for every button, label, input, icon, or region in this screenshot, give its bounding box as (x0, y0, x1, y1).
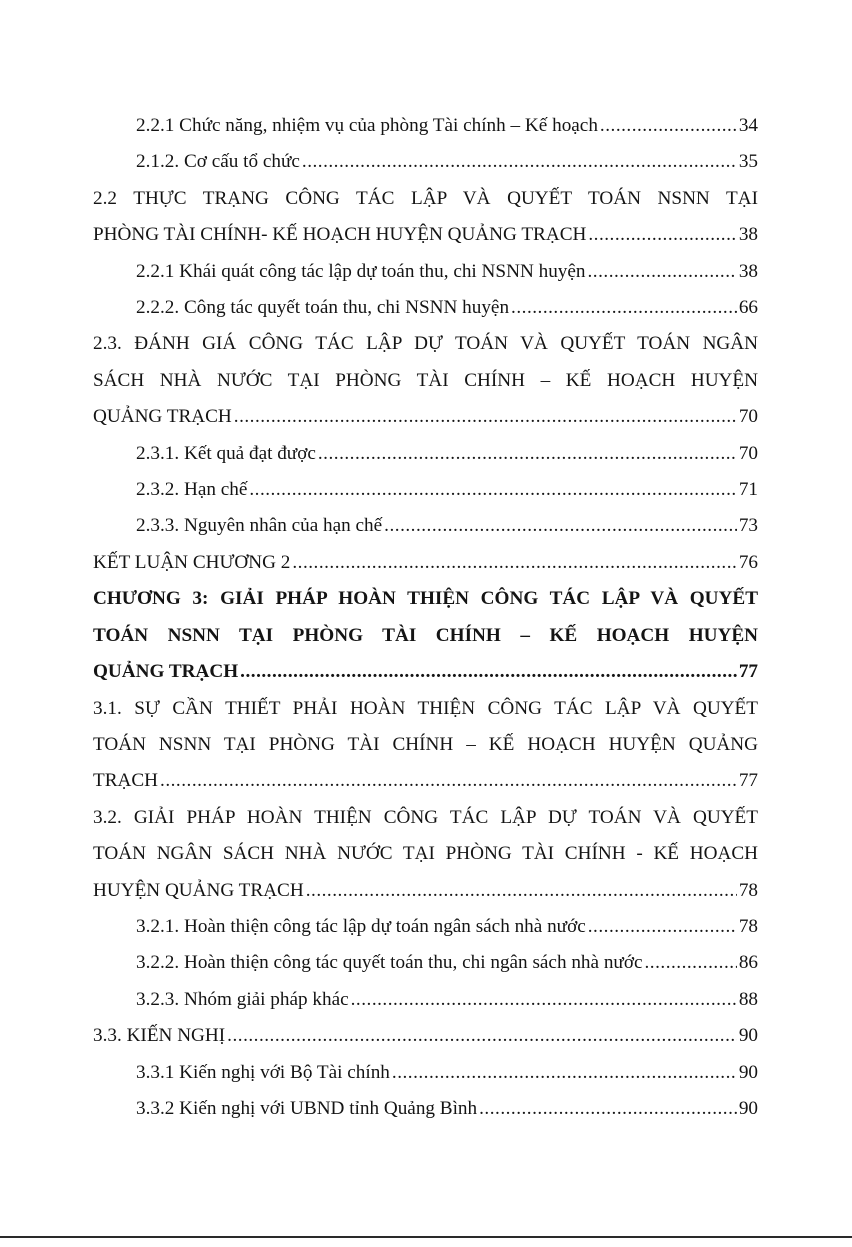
toc-page-number: 38 (738, 224, 758, 246)
toc-entry-title: PHÒNG TÀI CHÍNH- KẾ HOẠCH HUYỆN QUẢNG TRẠCH (93, 224, 587, 246)
dot-leader (511, 290, 737, 326)
dot-leader (306, 873, 737, 909)
toc-page-number: 78 (738, 879, 758, 901)
toc-entry[interactable] (93, 1091, 758, 1127)
toc-page-number: 70 (738, 406, 758, 428)
toc-page-number: 38 (738, 260, 758, 282)
dot-leader (292, 545, 736, 581)
toc-entry-title: 3.2.1. Hoàn thiện công tác lập dự toán ngân sách nhà nước (136, 915, 586, 937)
toc-entry[interactable] (93, 254, 758, 290)
toc-entry[interactable] (93, 290, 758, 326)
dot-leader (588, 217, 736, 253)
toc-entry-leader-line (93, 654, 758, 690)
toc-page-number: 90 (738, 1097, 758, 1119)
toc-entry[interactable] (93, 108, 758, 144)
toc-page-number: 88 (738, 988, 758, 1010)
dot-leader (240, 654, 737, 690)
toc-page-number: 66 (738, 297, 758, 319)
toc-entry-leader-line (136, 472, 758, 508)
toc-entry-title: 2.3.3. Nguyên nhân của hạn chế (136, 515, 383, 537)
dot-leader (600, 108, 737, 144)
toc-entry-leader-line (136, 1091, 758, 1127)
toc-entry-title: 2.2.1 Chức năng, nhiệm vụ của phòng Tài chính – Kế hoạch (136, 115, 598, 136)
toc-entry-title: 3.2.2. Hoàn thiện công tác quyết toán thu, chi ngân sách nhà nước (136, 952, 643, 974)
dot-leader (384, 508, 737, 544)
toc-entry-title-line: TOÁN NGÂN SÁCH NHÀ NƯỚC TẠI PHÒNG TÀI CHÍNH - KẾ HOẠCH (93, 843, 758, 865)
toc-entry-title-line: SÁCH NHÀ NƯỚC TẠI PHÒNG TÀI CHÍNH – KẾ HOẠCH HUYỆN (93, 369, 758, 391)
toc-entry[interactable] (93, 472, 758, 508)
toc-entry-title: 3.3. KIẾN NGHỊ (93, 1025, 226, 1047)
dot-leader (588, 909, 737, 945)
toc-entry-title-line: 3.1. SỰ CẦN THIẾT PHẢI HOÀN THIỆN CÔNG TÁC LẬP VÀ QUYẾT (93, 697, 758, 719)
toc-page-number: 90 (738, 1025, 758, 1047)
toc-entry-leader-line (136, 1055, 758, 1091)
dot-leader (588, 254, 737, 290)
toc-entry-leader-line (93, 545, 758, 581)
toc-entry-title: QUẢNG TRẠCH (93, 661, 239, 683)
toc-page-number: 77 (738, 661, 758, 683)
toc-entry-title: 2.2.1 Khái quát công tác lập dự toán thu, chi NSNN huyện (136, 260, 586, 282)
dot-leader (479, 1091, 737, 1127)
dot-leader (234, 399, 737, 435)
toc-entry-leader-line (136, 909, 758, 945)
toc-entry-leader-line (136, 254, 758, 290)
toc-entry[interactable] (93, 1018, 758, 1054)
toc-entry-leader-line (136, 982, 758, 1018)
toc-entry-title: TRẠCH (93, 770, 159, 792)
toc-entry-leader-line (136, 508, 758, 544)
table-of-contents (93, 108, 758, 1127)
toc-entry-title: HUYỆN QUẢNG TRẠCH (93, 879, 304, 901)
toc-entry-leader-line (93, 763, 758, 799)
toc-entry-title-line: 3.2. GIẢI PHÁP HOÀN THIỆN CÔNG TÁC LẬP DỰ TOÁN VÀ QUYẾT (93, 806, 758, 828)
dot-leader (645, 945, 737, 981)
toc-entry-title-line: CHƯƠNG 3: GIẢI PHÁP HOÀN THIỆN CÔNG TÁC LẬP VÀ QUYẾT (93, 588, 758, 610)
toc-entry-title: 2.1.2. Cơ cấu tổ chức (136, 151, 300, 173)
dot-leader (302, 144, 737, 180)
toc-entry[interactable] (93, 326, 758, 435)
toc-page-number: 78 (738, 915, 758, 937)
toc-page-number: 86 (738, 952, 758, 974)
toc-entry[interactable] (93, 691, 758, 800)
toc-page-number: 73 (738, 515, 758, 537)
page-bottom-rule (0, 1236, 852, 1238)
toc-entry-title-line: TOÁN NSNN TẠI PHÒNG TÀI CHÍNH – KẾ HOẠCH HUYỆN (93, 624, 758, 646)
toc-entry-title: 3.3.2 Kiến nghị với UBND tỉnh Quảng Bình (136, 1097, 478, 1119)
toc-entry-title-line: 2.2 THỰC TRẠNG CÔNG TÁC LẬP VÀ QUYẾT TOÁN NSNN TẠI (93, 187, 758, 209)
dot-leader (249, 472, 736, 508)
toc-page-number: 90 (738, 1061, 758, 1083)
toc-entry-title: 3.2.3. Nhóm giải pháp khác (136, 988, 349, 1010)
toc-entry[interactable] (93, 581, 758, 690)
toc-entry[interactable] (93, 545, 758, 581)
toc-entry-leader-line (136, 108, 758, 144)
dot-leader (160, 763, 737, 799)
toc-page-number: 76 (738, 551, 758, 573)
toc-entry-title: QUẢNG TRẠCH (93, 406, 232, 428)
toc-entry[interactable] (93, 800, 758, 909)
toc-page-number: 70 (738, 442, 758, 464)
toc-entry-leader-line (93, 1018, 758, 1054)
dot-leader (227, 1018, 737, 1054)
dot-leader (351, 982, 737, 1018)
toc-entry-leader-line (136, 290, 758, 326)
toc-page-number: 34 (738, 115, 758, 136)
toc-entry-title-line: TOÁN NSNN TẠI PHÒNG TÀI CHÍNH – KẾ HOẠCH HUYỆN QUẢNG (93, 733, 758, 755)
toc-page-number: 71 (738, 479, 758, 501)
toc-entry-title: 2.3.1. Kết quả đạt được (136, 442, 316, 464)
toc-entry[interactable] (93, 945, 758, 981)
toc-entry[interactable] (93, 508, 758, 544)
toc-entry-title: 3.3.1 Kiến nghị với Bộ Tài chính (136, 1061, 390, 1083)
toc-entry[interactable] (93, 982, 758, 1018)
dot-leader (318, 436, 737, 472)
toc-entry-leader-line (136, 945, 758, 981)
toc-entry[interactable] (93, 1055, 758, 1091)
toc-entry-leader-line (136, 144, 758, 180)
toc-entry-leader-line (93, 399, 758, 435)
toc-entry[interactable] (93, 909, 758, 945)
toc-entry[interactable] (93, 436, 758, 472)
toc-entry[interactable] (93, 181, 758, 254)
toc-entry-title: 2.2.2. Công tác quyết toán thu, chi NSNN huyện (136, 297, 510, 319)
toc-entry-title-line: 2.3. ĐÁNH GIÁ CÔNG TÁC LẬP DỰ TOÁN VÀ QUYẾT TOÁN NGÂN (93, 333, 758, 355)
toc-page-number: 35 (738, 151, 758, 173)
toc-entry-leader-line (93, 873, 758, 909)
toc-page-number: 77 (738, 770, 758, 792)
toc-entry-title: KẾT LUẬN CHƯƠNG 2 (93, 551, 291, 573)
dot-leader (392, 1055, 737, 1091)
toc-entry-title: 2.3.2. Hạn chế (136, 479, 248, 501)
toc-entry-leader-line (93, 217, 758, 253)
toc-entry[interactable] (93, 144, 758, 180)
toc-entry-leader-line (136, 436, 758, 472)
